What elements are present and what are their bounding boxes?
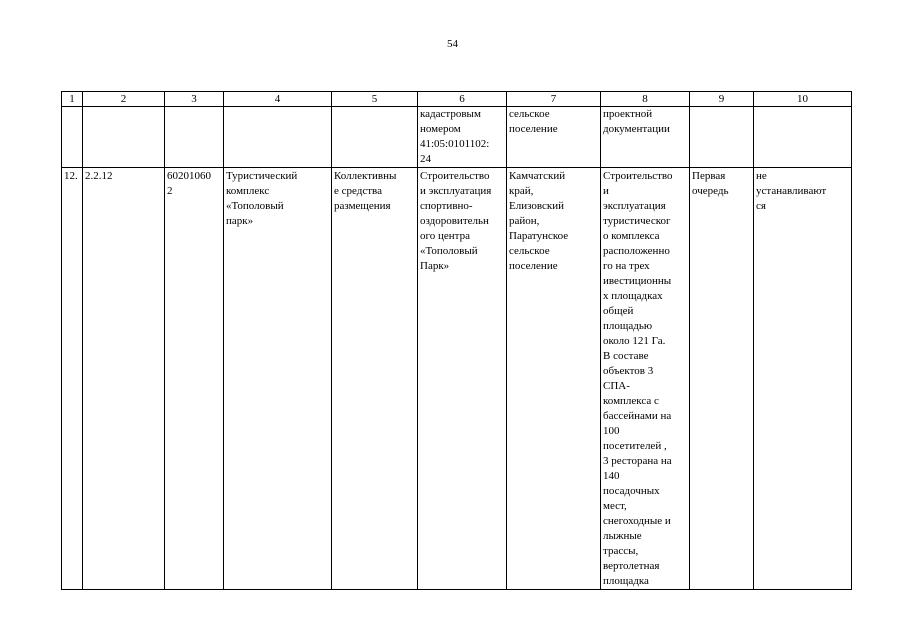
table-cell [332, 107, 418, 168]
item-code-cell: 2.2.12 [83, 168, 165, 590]
column-header: 9 [690, 92, 754, 107]
column-header: 8 [601, 92, 690, 107]
zone-cell: не устанавливают ся [754, 168, 852, 590]
location-cell: Камчатский край, Елизовский район, Паратунское сельское поселение [507, 168, 601, 590]
table-cell [62, 107, 83, 168]
column-header: 1 [62, 92, 83, 107]
table-cell [224, 107, 332, 168]
type-cell: Коллективны е средства размещения [332, 168, 418, 590]
table-cell [83, 107, 165, 168]
column-header: 3 [165, 92, 224, 107]
column-number-row [62, 92, 852, 107]
table-cell: кадастровым номером 41:05:0101102: 24 [418, 107, 507, 168]
column-header: 6 [418, 92, 507, 107]
column-header: 5 [332, 92, 418, 107]
table-cell: проектной документации [601, 107, 690, 168]
page-number: 54 [447, 38, 458, 50]
table-cell: сельское поселение [507, 107, 601, 168]
table-row-item-12 [62, 168, 852, 590]
column-header: 2 [83, 92, 165, 107]
column-header: 7 [507, 92, 601, 107]
description-cell: Строительство и эксплуатация туристическог о комплекса расположенно го на трех ивестиционны х площадках общей площадью около 121 Га. В составе объектов 3 СПА- комплекса с бассейнами на 100 посетителей , 3 ресторана на 140 посадочных мест, снегоходные и лыжные трассы, вертолетная площадка [601, 168, 690, 590]
table-row-continuation [62, 107, 852, 168]
row-number-cell: 12. [62, 168, 83, 590]
stage-cell: Первая очередь [690, 168, 754, 590]
column-header: 4 [224, 92, 332, 107]
table-cell [690, 107, 754, 168]
data-table [61, 91, 852, 590]
object-name-cell: Туристический комплекс «Тополовый парк» [224, 168, 332, 590]
code-cell: 60201060 2 [165, 168, 224, 590]
table-cell [754, 107, 852, 168]
column-header: 10 [754, 92, 852, 107]
table-cell [165, 107, 224, 168]
purpose-cell: Строительство и эксплуатация спортивно- оздоровительн ого центра «Тополовый Парк» [418, 168, 507, 590]
